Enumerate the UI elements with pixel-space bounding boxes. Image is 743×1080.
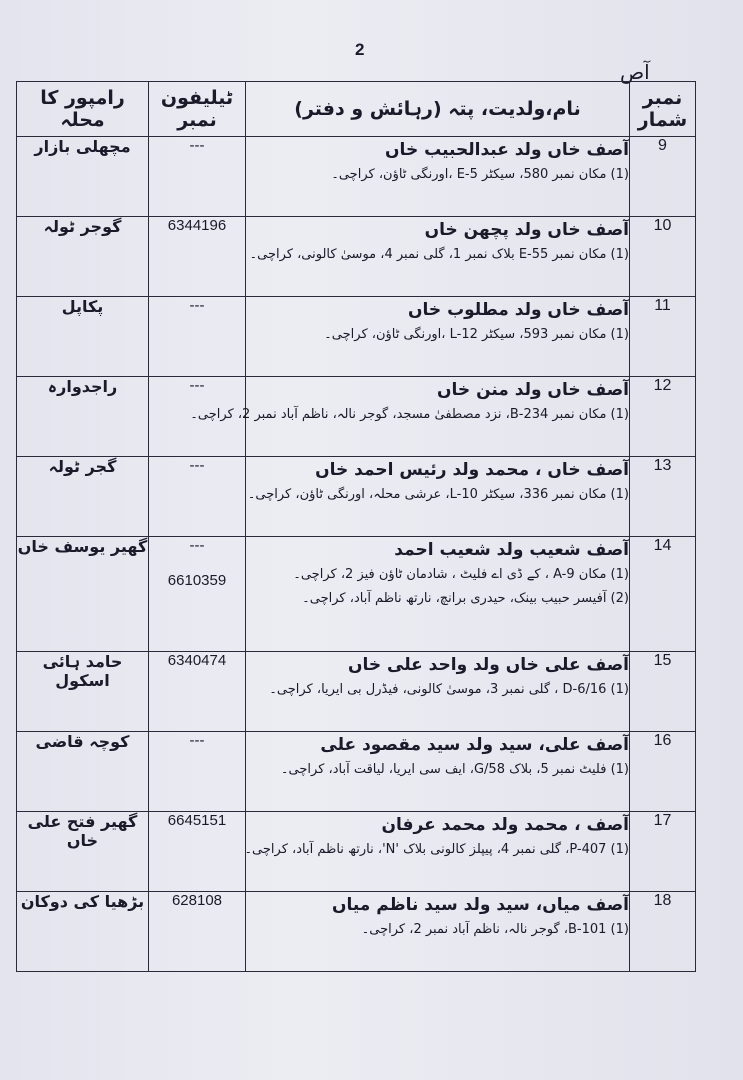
row-serial: 9 (630, 137, 696, 217)
row-mohalla: کوچہ قاضی (17, 732, 149, 812)
row-name-cell (246, 457, 630, 537)
row-name-cell (246, 297, 630, 377)
row-address: (1) مکان نمبر E-55 بلاک نمبر 1، گلی نمبر 4، موسیٰ کالونی، کراچی۔ (249, 247, 629, 262)
row-mohalla: بڑھیا کی دوکان (17, 892, 149, 972)
row-telephone: 628108 (171, 892, 223, 909)
row-name: آصف علی خاں ولد واحد علی خاں (347, 655, 629, 675)
row-telephone-cell (149, 892, 246, 972)
row-address: (1) D-6/16 ، گلی نمبر 3، موسیٰ کالونی، فیڈرل بی ایریا، کراچی۔ (269, 682, 629, 697)
table-row (17, 457, 696, 537)
row-mohalla: گجر ٹولہ (17, 457, 149, 537)
row-name: آصف خاں ، محمد ولد رئیس احمد خاں (315, 460, 629, 480)
row-name-cell (246, 812, 630, 892)
table-row (17, 297, 696, 377)
row-name: آصف شعیب ولد شعیب احمد (394, 540, 629, 560)
row-name-cell (246, 652, 630, 732)
row-address: (1) مکان نمبر B-234، نزد مصطفیٰ مسجد، گوجر نالہ، ناظم آباد نمبر 2، کراچی۔ (190, 407, 629, 422)
row-serial: 11 (630, 297, 696, 377)
row-name: آصف خاں ولد پچھن خاں (424, 220, 629, 240)
row-telephone-cell (149, 297, 246, 377)
row-name: آصف علی، سید ولد سید مقصود علی (320, 735, 629, 755)
row-address: (1) مکان نمبر 593، سیکٹر L-12 ،اورنگی ٹاؤن، کراچی۔ (324, 327, 629, 342)
table-row (17, 137, 696, 217)
row-mohalla: گھیر یوسف خاں (17, 537, 149, 652)
row-serial: 12 (630, 377, 696, 457)
row-serial: 16 (630, 732, 696, 812)
page-number: 2 (355, 40, 365, 59)
row-address: (1) مکان نمبر 336، سیکٹر L-10، عرشی محلہ، اورنگی ٹاؤن، کراچی۔ (247, 487, 629, 502)
row-telephone-cell (149, 137, 246, 217)
row-address: (1) B-101، گوجر نالہ، ناظم آباد نمبر 2، کراچی۔ (361, 922, 629, 937)
row-address: (1) مکان A-9 ، کے ڈی اے فلیٹ ، شادمان ٹاؤن فیز 2، کراچی۔ (293, 567, 629, 582)
section-letter: آص (620, 60, 650, 84)
row-mohalla: مچھلی بازار (17, 137, 149, 217)
row-mohalla: پکاپل (17, 297, 149, 377)
row-telephone: --- (189, 732, 205, 749)
row-serial: 17 (630, 812, 696, 892)
table-row (17, 812, 696, 892)
row-serial: 10 (630, 217, 696, 297)
row-telephone: 6645151 (167, 812, 227, 829)
table-row (17, 537, 696, 652)
row-name: آصف ، محمد ولد محمد عرفان (381, 815, 629, 835)
table-row (17, 732, 696, 812)
directory-table (16, 81, 696, 972)
row-telephone-cell (149, 457, 246, 537)
row-name-cell (190, 377, 630, 457)
row-serial: 14 (630, 537, 696, 652)
header-row (17, 82, 696, 137)
row-telephone: 6344196 (167, 217, 227, 234)
row-name-cell (246, 137, 630, 217)
table-body (17, 137, 696, 972)
row-telephone: --- (189, 377, 205, 394)
row-mohalla: حامد ہائی اسکول (17, 652, 149, 732)
header-serial: نمبر شمار (630, 82, 696, 137)
row-address: (2) آفیسر حبیب بینک، حیدری برانچ، نارتھ ناظم آباد، کراچی۔ (302, 591, 629, 606)
row-telephone: --- (189, 457, 205, 474)
row-address: (1) مکان نمبر 580، سیکٹر E-5 ،اورنگی ٹاؤن، کراچی۔ (331, 167, 629, 182)
table-row (17, 652, 696, 732)
row-telephone-cell (149, 652, 246, 732)
row-name: آصف خاں ولد عبدالحبیب خاں (385, 140, 629, 160)
row-telephone-cell (149, 732, 246, 812)
row-serial: 15 (630, 652, 696, 732)
row-name-cell (246, 217, 630, 297)
row-serial: 13 (630, 457, 696, 537)
table-row (17, 892, 696, 972)
row-mohalla: گوجر ٹولہ (17, 217, 149, 297)
row-name: آصف خاں ولد مطلوب خاں (408, 300, 629, 320)
table-row (17, 217, 696, 297)
row-name-cell (246, 732, 630, 812)
row-telephone-cell (149, 537, 246, 652)
header-telephone: ٹیلیفون نمبر (149, 82, 246, 137)
row-address: (1) فلیٹ نمبر 5، بلاک G/58، ایف سی ایریا، لیاقت آباد، کراچی۔ (280, 762, 629, 777)
header-name: نام،ولدیت، پتہ (رہائش و دفتر) (246, 82, 630, 137)
row-telephone: --- (189, 297, 205, 314)
row-telephone: --- (189, 137, 205, 154)
row-name-cell (246, 892, 630, 972)
row-name-cell (246, 537, 630, 652)
row-telephone: 6340474 (167, 652, 227, 669)
header-mohalla: رامپور کا محلہ (17, 82, 149, 137)
row-name: آصف میاں، سید ولد سید ناظم میاں (331, 895, 629, 915)
row-address: (1) P-407، گلی نمبر 4، پیپلز کالونی بلاک 'N'، نارتھ ناظم آباد، کراچی۔ (244, 842, 629, 857)
row-mohalla: راجدوارہ (17, 377, 149, 457)
row-serial: 18 (630, 892, 696, 972)
row-mohalla: گھیر فتح علی خاں (17, 812, 149, 892)
row-telephone: 6610359 (167, 572, 227, 589)
row-telephone-cell (149, 812, 246, 892)
table-row (17, 377, 696, 457)
row-name: آصف خاں ولد منن خاں (437, 380, 629, 400)
row-telephone-cell (149, 217, 246, 297)
row-telephone-secondary: --- (189, 537, 205, 554)
